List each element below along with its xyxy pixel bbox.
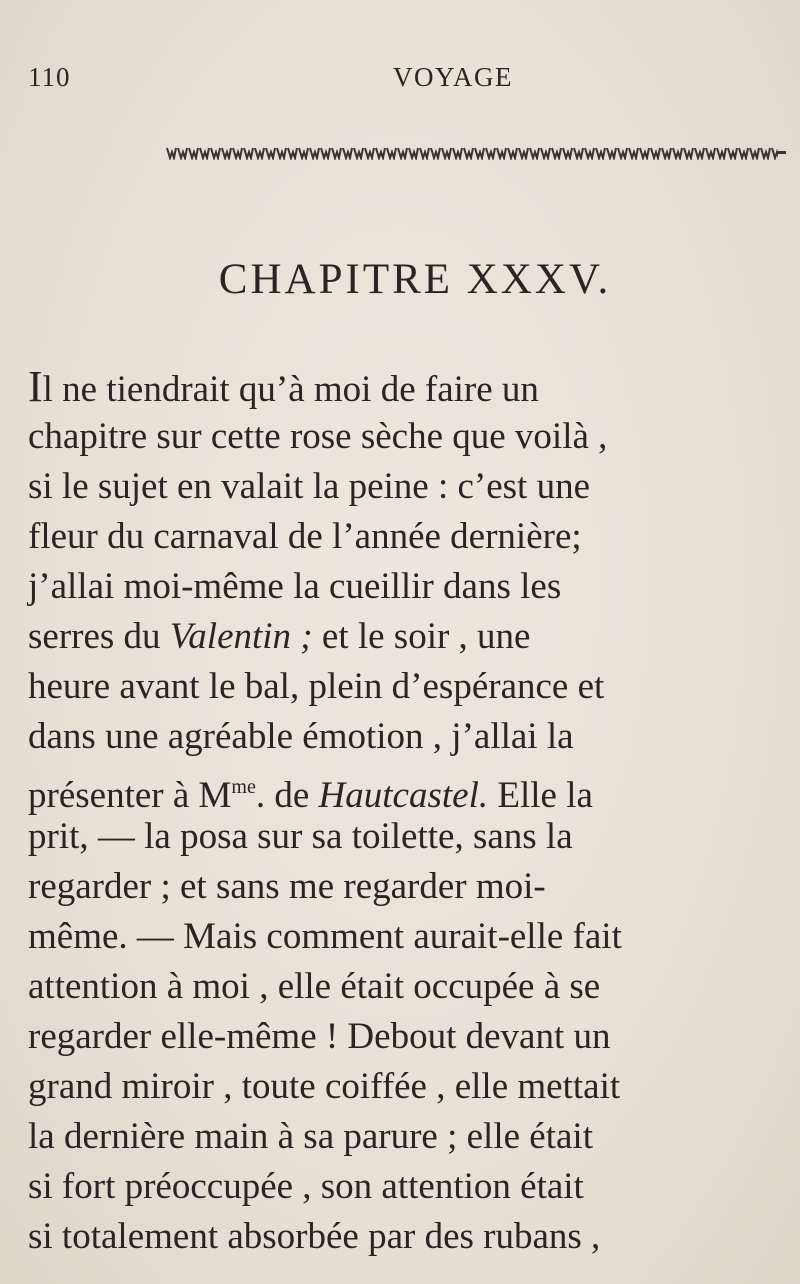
text-line-12: même. — Mais comment aurait-elle fait [28,916,622,957]
italic-person-name: Hautcastel. [318,775,489,816]
text-line-13: attention à moi , elle était occupée à se [28,966,601,1007]
running-head [28,62,800,102]
ornamental-rule [166,146,786,160]
page-number: 110 [28,62,71,92]
drop-cap: I [28,362,43,411]
text-line-8: dans une agréable émotion , j’allai la [28,716,574,757]
text-line-5: j’allai moi-même la cueillir dans les [28,566,562,607]
text-line-10: prit, — la posa sur sa toilette, sans la [28,816,573,857]
italic-place-name: Valentin ; [169,616,313,657]
text-line-6: serres du Valentin ; et le soir , une [28,616,531,657]
text-line-1: Il ne tiendrait qu’à moi de faire un [28,362,539,411]
text-line-7: heure avant le bal, plein d’espérance et [28,666,605,707]
text-line-2: chapitre sur cette rose sèche que voilà , [28,416,608,457]
text-line-11: regarder ; et sans me regarder moi- [28,866,546,907]
text-line-16: la dernière main à sa parure ; elle était [28,1116,593,1157]
text-line-17: si fort préoccupée , son attention était [28,1166,584,1207]
text-line-4: fleur du carnaval de l’année dernière; [28,516,582,557]
text-line-9: présenter à $M^{me}$. de Hautcastel. Elle la [28,775,593,816]
text-line-3: si le sujet en valait la peine : c’est une [28,466,590,507]
chapter-title: CHAPITRE XXXV. [218,256,612,303]
text-line-18: si totalement absorbée par des rubans , [28,1216,601,1257]
text-line-14: regarder elle-même ! Debout devant un [28,1016,611,1057]
text-line-15: grand miroir , toute coiffée , elle mettait [28,1066,621,1107]
running-title: VOYAGE [393,62,513,92]
